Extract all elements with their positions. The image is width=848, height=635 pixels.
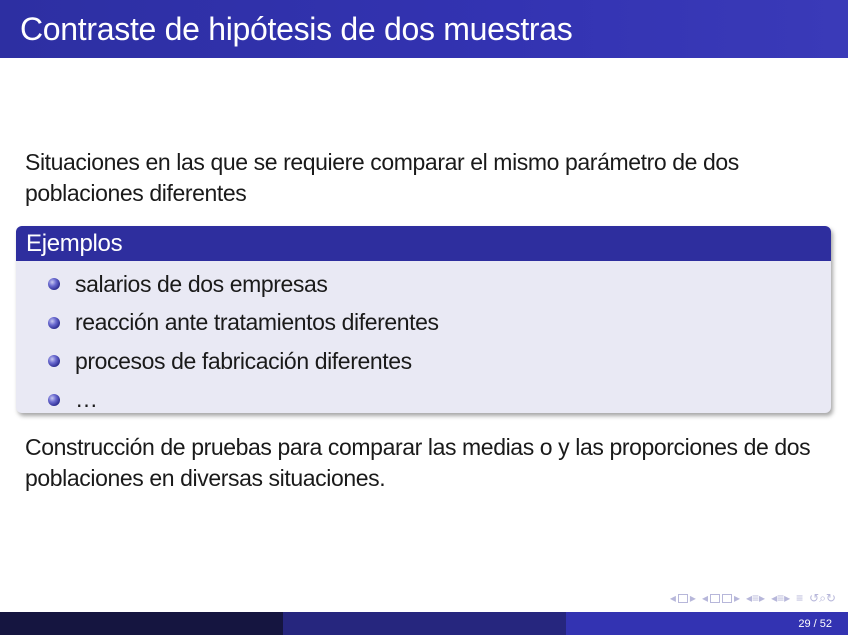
page-number: 29 / 52: [798, 617, 832, 630]
intro-paragraph: Situaciones en las que se requiere comparar el mismo parámetro de dos poblaciones diferentes: [25, 149, 739, 206]
list-item: [16, 381, 831, 414]
list-item-text: salarios de dos empresas: [75, 270, 328, 297]
list-item: [16, 342, 831, 381]
list-item: [16, 265, 831, 304]
footer-segment-right: [566, 612, 848, 635]
ball-bullet-icon: [48, 394, 60, 406]
nav-document-icon[interactable]: ◂≡▸: [771, 591, 791, 605]
list-item: [16, 304, 831, 343]
block-title: Ejemplos: [16, 226, 831, 261]
footer-bar: [0, 612, 848, 635]
nav-subsection-icon[interactable]: ◂ ▸: [701, 591, 741, 605]
frame-title-bar: [0, 0, 848, 58]
conclusion-paragraph: Construcción de pruebas para comparar las medias o y las proporciones de dos poblaciones en diversas situaciones.: [25, 434, 811, 491]
examples-block: [16, 226, 831, 413]
nav-section-icon[interactable]: ◂≡▸: [746, 591, 766, 605]
navigation-symbols: [670, 590, 836, 606]
list-item-text: reacción ante tratamientos diferentes: [75, 309, 439, 336]
examples-list: [16, 261, 831, 413]
ball-bullet-icon: [48, 355, 60, 367]
slide-title: Contraste de hipótesis de dos muestras: [20, 10, 573, 47]
nav-search-icon[interactable]: ↺⌕↻: [809, 590, 836, 605]
nav-align-icon[interactable]: ≡: [796, 591, 804, 605]
footer-segment-middle: [283, 612, 566, 635]
nav-frame-icon[interactable]: ◂ ▸: [669, 591, 696, 605]
footer-segment-left: [0, 612, 283, 635]
list-item-text: procesos de fabricación diferentes: [75, 347, 412, 374]
ball-bullet-icon: [48, 278, 60, 290]
list-item-text: …: [75, 386, 98, 413]
ball-bullet-icon: [48, 317, 60, 329]
